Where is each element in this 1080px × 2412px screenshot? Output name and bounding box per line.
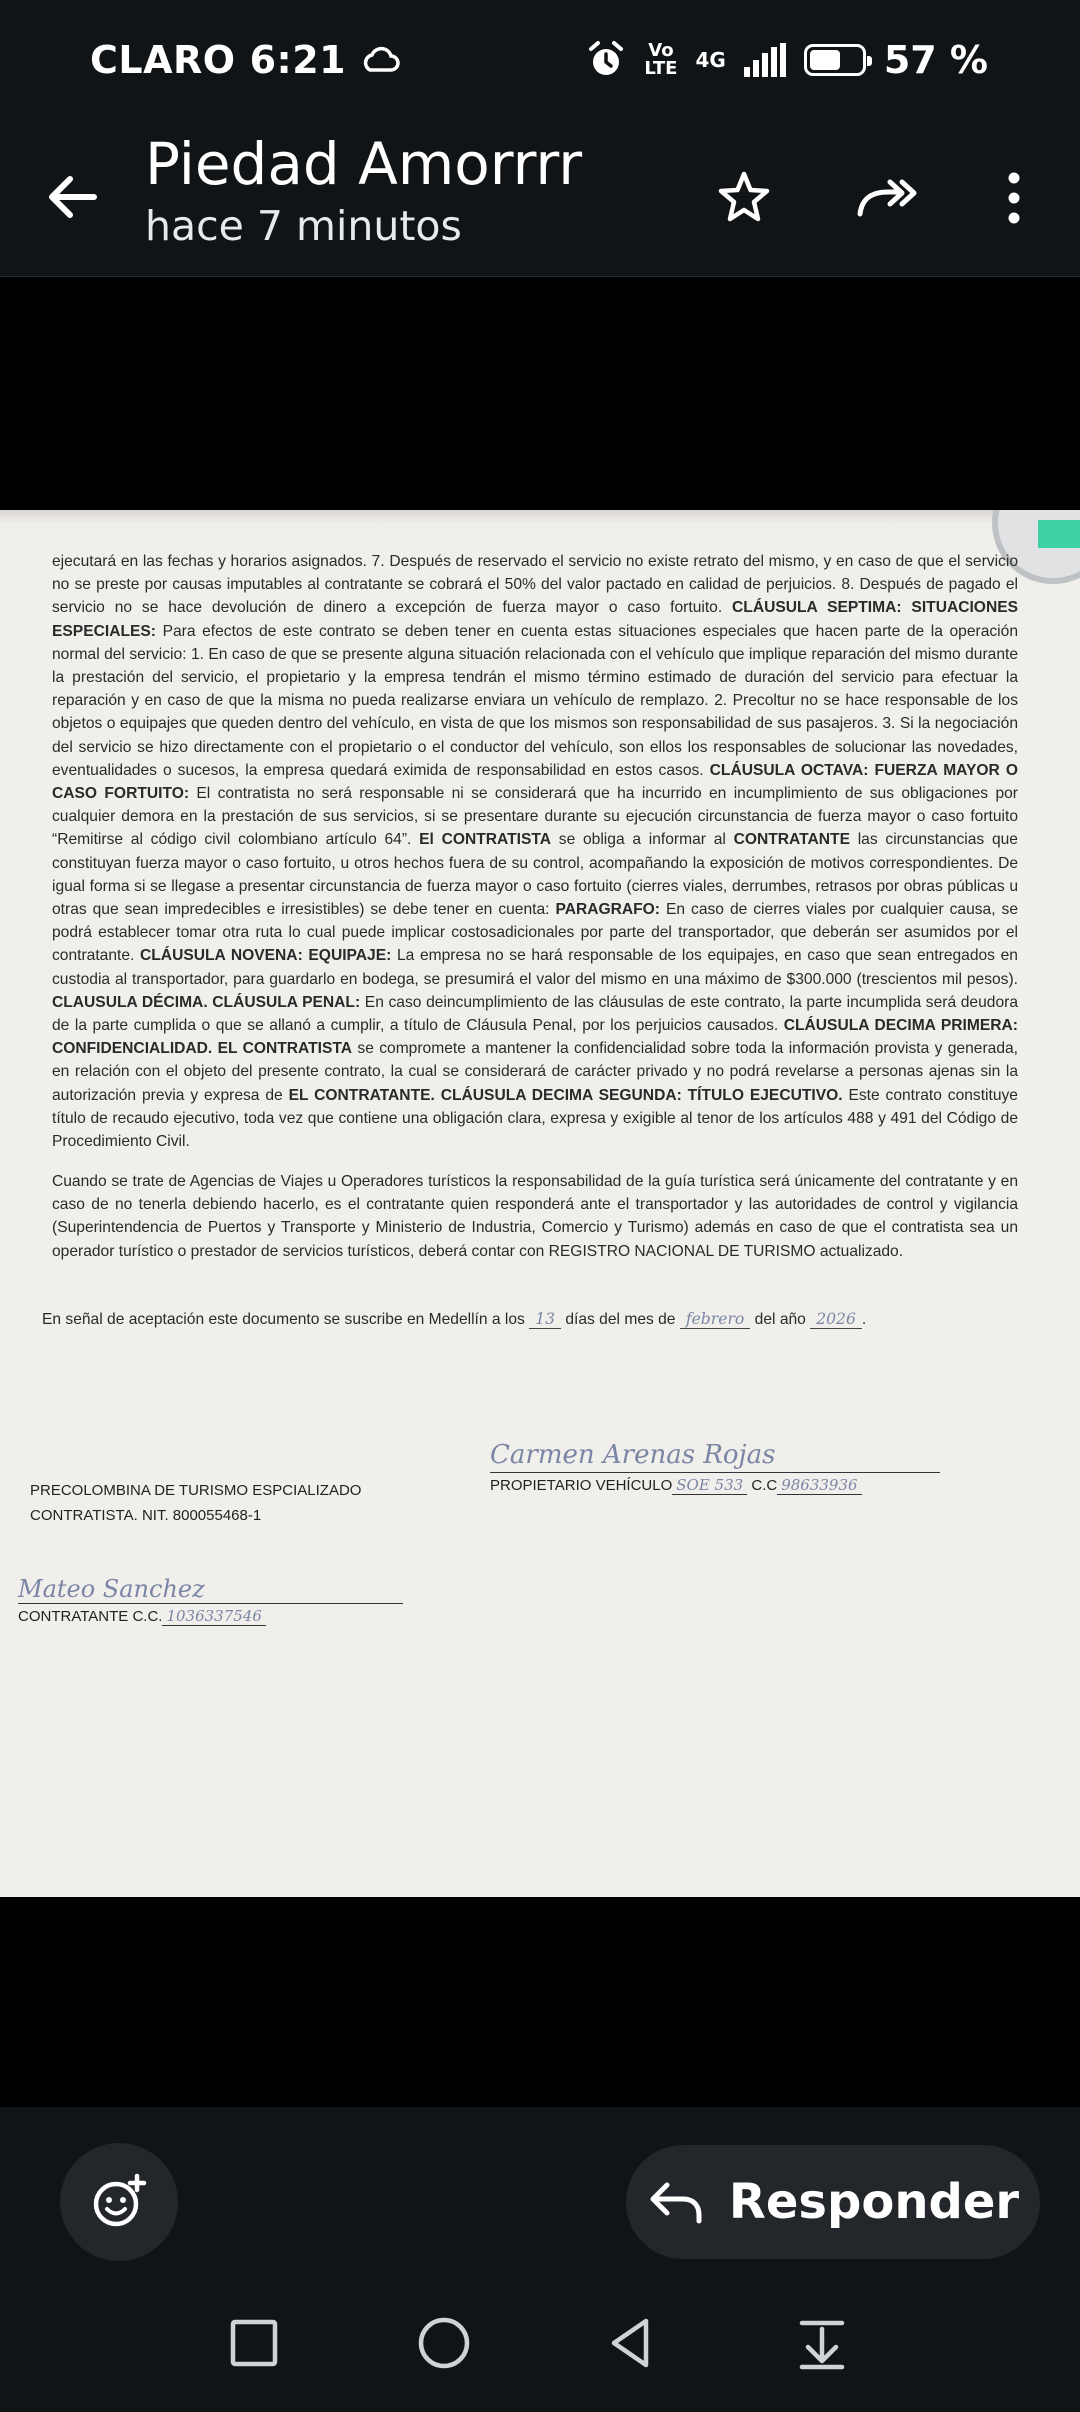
data-indicator: 4G bbox=[695, 48, 726, 72]
owner-signature: Carmen Arenas Rojas bbox=[490, 1438, 940, 1473]
volte-indicator: Vo LTE bbox=[644, 40, 678, 79]
carrier: CLARO bbox=[90, 38, 236, 82]
battery-percent: 57 % bbox=[883, 38, 988, 82]
month-field: febrero bbox=[680, 1310, 751, 1329]
home-icon[interactable] bbox=[412, 2311, 476, 2375]
sent-time: hace 7 minutos bbox=[145, 202, 462, 250]
day-field: 13 bbox=[529, 1310, 561, 1329]
contractor-signature: Mateo Sanchez bbox=[18, 1575, 403, 1604]
status-right bbox=[586, 38, 988, 82]
company-signature-block: PRECOLOMBINA DE TURISMO ESPCIALIZADO CONTRATISTA. NIT. 800055468-1 bbox=[30, 1482, 362, 1524]
owner-signature-block: Carmen Arenas Rojas PROPIETARIO VEHÍCULO SOE 533 C.C 98633936 bbox=[490, 1438, 940, 1498]
star-icon[interactable] bbox=[708, 162, 780, 234]
acceptance-line: En señal de aceptación este documento se suscribe en Medellín a los 13 días del mes de febrero del año 2026 . bbox=[42, 1310, 867, 1328]
app-bar bbox=[0, 120, 1080, 277]
sender-name: Piedad Amorrrr bbox=[145, 130, 583, 198]
document-photo bbox=[0, 510, 1080, 1897]
system-nav-bar bbox=[0, 2277, 1080, 2412]
add-reaction-icon bbox=[89, 2172, 149, 2232]
back-arrow-icon[interactable] bbox=[38, 162, 108, 232]
contractor-signature-block: Mateo Sanchez CONTRATANTE C.C. 1036337546 bbox=[18, 1575, 403, 1629]
image-viewer[interactable] bbox=[0, 277, 1080, 2107]
forward-icon[interactable] bbox=[850, 162, 922, 234]
nav-toggle-icon[interactable] bbox=[790, 2311, 854, 2375]
reply-icon bbox=[647, 2177, 705, 2227]
year-field: 2026 bbox=[810, 1310, 862, 1329]
alarm-icon bbox=[586, 40, 626, 80]
recents-icon[interactable] bbox=[222, 2311, 286, 2375]
more-options-icon[interactable] bbox=[978, 162, 1050, 234]
signal-icon bbox=[744, 43, 786, 77]
battery-icon bbox=[804, 44, 866, 76]
status-bar bbox=[0, 0, 1080, 120]
status-left bbox=[90, 38, 400, 82]
bottom-action-bar bbox=[0, 2107, 1080, 2277]
contract-clauses: ejecutará en las fechas y horarios asignados. 7. Después de reservado el servicio no existe retrato del mismo, y en caso de que el servicio no se preste por causas imputables al contratante se cobrará el 50% del valor pactado en calidad de perjuicios. 8. Después de pagado el servicio no se hace devolución de dinero a excepción de fuerza mayor o caso fortuito. CLÁUSULA SEPTIMA: SITUACIONES ESPECIALES: Para efectos de este contrato se deben tener en cuenta estas situaciones especiales que hacen parte de la operación normal del servicio: 1. En caso de que se presente alguna situación relacionada con el vehículo que implique reparación del mismo durante la prestación del servicio, el propietario y la empresa tendrán el mismo término estimado de duración del servicio para efectuar la reparación y en caso de que la misma no pueda realizarse enviara un vehículo de remplazo. 2. Precoltur no se hace responsable de los objetos o equipajes que queden dentro del vehículo, en vista de que los mismos son responsabilidad de sus pasajeros. 3. Si la negociación del servicio se hizo directamente con el propietario o el conductor del vehículo, son ellos los responsables de solucionar las novedades, eventualidades o sucesos, la empresa quedará eximida de responsabilidad en estos casos. CLÁUSULA OCTAVA: FUERZA MAYOR O CASO FORTUITO: El contratista no será responsable ni se considerará que ha incurrido en incumplimiento de sus obligaciones por cualquier demora en la prestación de sus servicios, si se presentare durante su ejecución circunstancia de fuerza mayor o caso fortuito “Remitirse al código civil colombiano artículo 64”. El CONTRATISTA se obliga a informar al CONTRATANTE las circunstancias que constituyan fuerza mayor o caso fortuito, u otros hechos fuera de su control, acompañando la exposición de motivos correspondientes. De igual forma si se llegase a presentar circunstancia de fuerza mayor o caso fortuito (cierres viales, derrumbes, retrasos por obras públicas u otras que sean impredecibles e irresistibles) se debe tener en cuenta: PARAGRAFO: En caso de cierres viales por cualquier causa, se podrá establecer tomar otra ruta lo cual puede implicar costosadicionales por parte del transportador, que deberán ser asumidos por el contratante. CLÁUSULA NOVENA: EQUIPAJE: La empresa no se hará responsable de los equipajes, en caso que sean entregados en custodia al transportador, para guardarlo en bodega, se presumirá el valor del mismo en una máximo de $300.000 (trescientos mil pesos). CLAUSULA DÉCIMA. CLÁUSULA PENAL: En caso deincumplimiento de las cláusulas de este contrato, la parte incumplida será deudora de la parte cumplida o que se allanó a cumplir, a título de Cláusula Penal, por los perjuicios causados. CLÁUSULA DECIMA PRIMERA: CONFIDENCIALIDAD. EL CONTRATISTA se compromete a mantener la confidencialidad sobre toda la información provista y generada, en relación con el objeto del presente contrato, la cual se considerará de carácter privado y no podrá revelarse a personas ajenas sin la autorización previa y expresa de EL CONTRATANTE. CLÁUSULA DECIMA SEGUNDA: TÍTULO EJECUTIVO. Este contrato constituye título de recaudo ejecutivo, toda vez que contiene una obligación clara, expresa y exigible al tenor de los artículos 488 y 491 del Código de Procedimiento Civil. bbox=[52, 553, 1019, 1151]
cloud-icon bbox=[360, 46, 400, 74]
back-nav-icon[interactable] bbox=[600, 2311, 664, 2375]
tourism-paragraph: Cuando se trate de Agencias de Viajes u Operadores turísticos la responsabilidad de la guía turística será únicamente del contratante y en caso de no tenerla debiendo hacerlo, es el contratante quien responderá ante el transportador y las autoridades de control y vigilancia (Superintendencia de Puertos y Transporte y Ministerio de Industria, Comercio y Turismo) además en caso de que el contratista sea un operador turístico o prestador de servicios turísticos, deberá contar con REGISTRO NACIONAL DE TURISMO actualizado. bbox=[52, 1173, 1018, 1260]
reply-button[interactable] bbox=[626, 2145, 1040, 2259]
clock: 6:21 bbox=[249, 38, 347, 82]
react-emoji-button[interactable] bbox=[60, 2143, 178, 2261]
reply-label: Responder bbox=[728, 2174, 1020, 2230]
